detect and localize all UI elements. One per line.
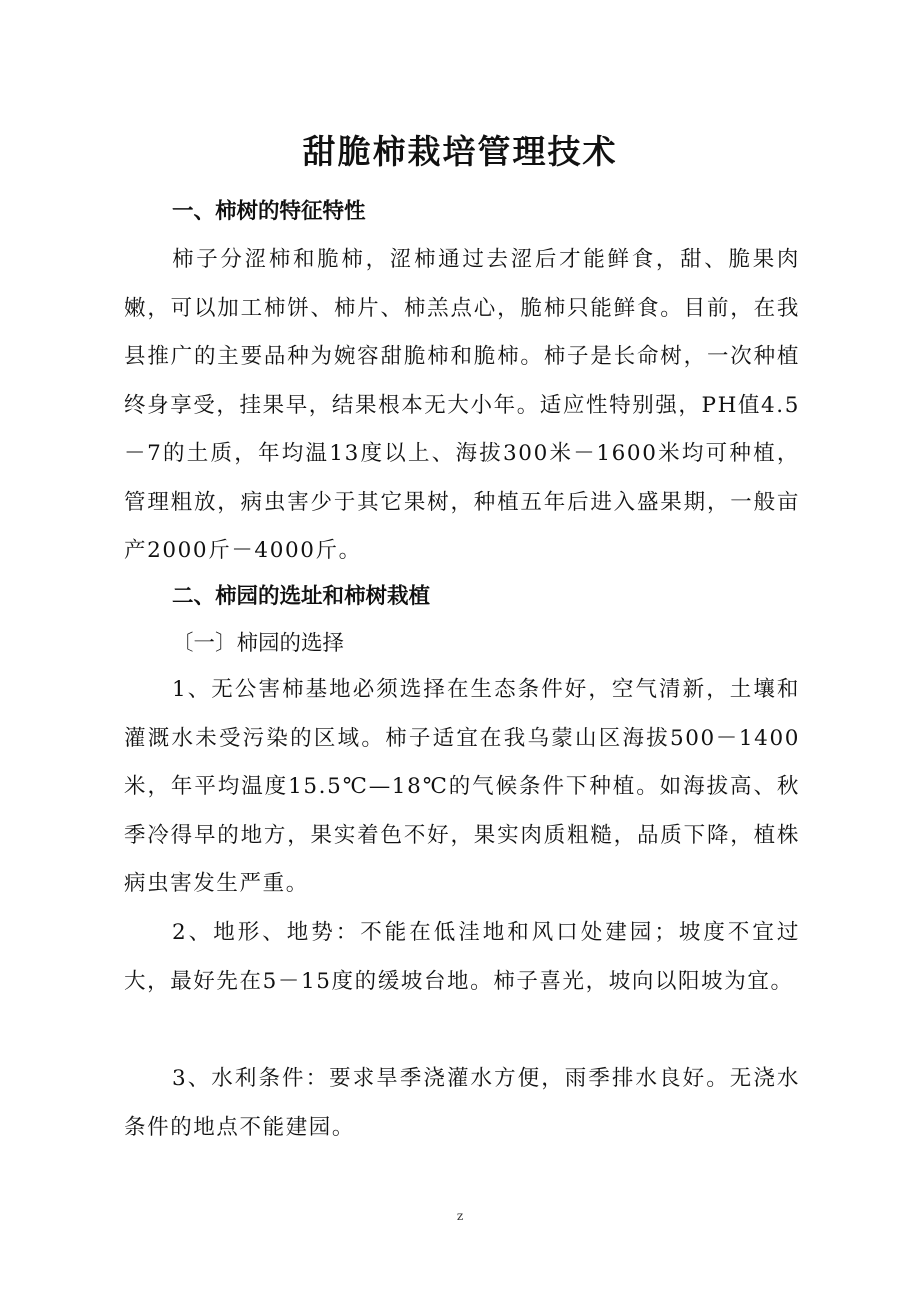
section-2-item-1: 1、无公害柿基地必须选择在生态条件好，空气清新，土壤和灌溉水未受污染的区域。柿子适宜在我乌蒙山区海拔500－1400米，年平均温度15.5℃—18℃的气候条件下种植。如海拔高、秋季冷得早的地方，果实着色不好，果实肉质粗糙，品质下降，植株病虫害发生严重。 <box>124 677 800 896</box>
page-footer: z <box>456 1209 464 1223</box>
section-1-heading: 一、柿树的特征特性 <box>172 199 366 224</box>
section-1-paragraph: 柿子分涩柿和脆柿，涩柿通过去涩后才能鲜食，甜、脆果肉嫩，可以加工柿饼、柿片、柿羔点心，脆柿只能鲜食。目前，在我县推广的主要品种为婉容甜脆柿和脆柿。柿子是长命树，一次种植终身享受，挂果早，结果根本无大小年。适应性特别强，PH值4.5－7的土质，年均温13度以上、海拔300米－1600米均可种植，管理粗放，病虫害少于其它果树，种植五年后进入盛果期，一般亩产2000斤－4000斤。 <box>124 247 801 563</box>
section-2-heading: 二、柿园的选址和柿树栽植 <box>172 584 431 609</box>
section-2-subheading: 〔一〕柿园的选择 <box>172 631 345 656</box>
section-2-item-2: 2、地形、地势：不能在低洼地和风口处建园；坡度不宜过大，最好先在5－15度的缓坡台地。柿子喜光，坡向以阳坡为宜。 <box>124 920 800 994</box>
document-title: 甜脆柿栽培管理技术 <box>302 132 618 171</box>
section-2-item-3: 3、水利条件：要求旱季浇灌水方便，雨季排水良好。无浇水条件的地点不能建园。 <box>124 1066 800 1140</box>
